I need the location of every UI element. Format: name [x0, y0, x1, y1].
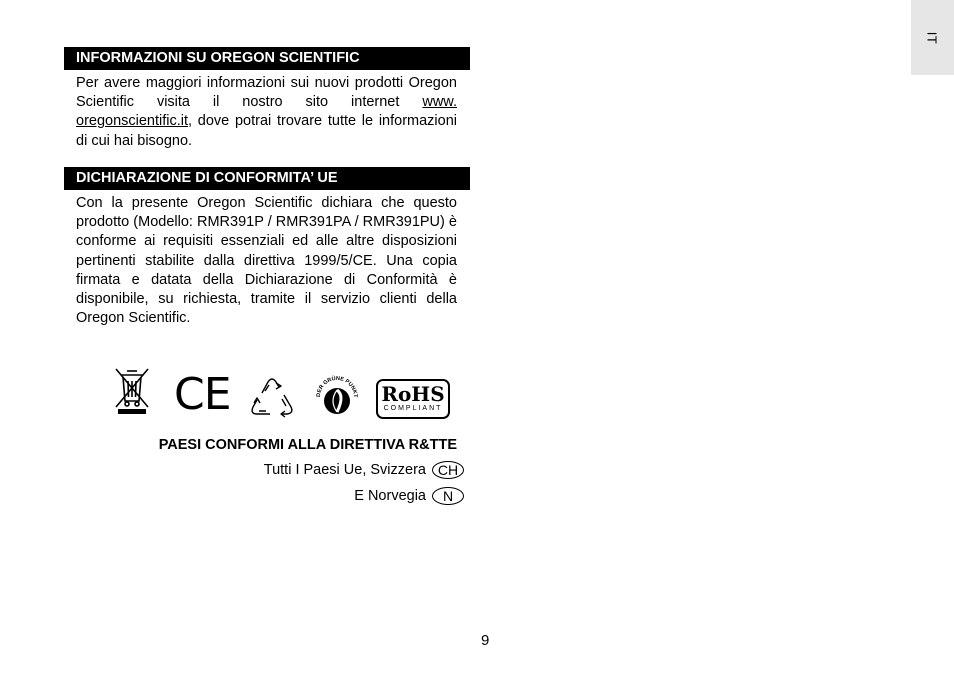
compliance-row-norway: [354, 487, 464, 505]
language-tab-label: IT: [924, 31, 940, 45]
ce-mark-icon: [174, 369, 231, 420]
section-paragraph-conformity: Con la presente Oregon Scientific dichiara che questo prodotto (Modello: RMR391P / RMR391PA / RMR391PU) è conforme ai requisiti essenziali ed alle altre disposizioni pertinenti stabilite dalla direttiva 1999/5/CE. Una copia firmata e datata della Dichiarazione di Conformità è disponibile, su richiesta, tramite il servizio clienti della Oregon Scientific.: [76, 195, 457, 327]
rohs-main-text: RoHS: [381, 382, 445, 406]
info-text-after-link: , dove potrai trovare tutte le informazioni di cui hai bisogno.: [76, 113, 457, 149]
compliance-title: PAESI CONFORMI ALLA DIRETTIVA R&TTE: [158, 437, 457, 453]
rohs-badge-icon: [376, 379, 450, 419]
certification-logos: [110, 367, 455, 423]
recycle-icon: [248, 377, 296, 419]
green-dot-icon: [314, 373, 360, 419]
green-dot-text: DER GRÜNE PUNKT: [315, 375, 359, 398]
language-tab: [911, 0, 954, 75]
section-heading-conformity: DICHIARAZIONE DI CONFORMITA’ UE: [64, 167, 470, 190]
weee-bin-icon: [112, 367, 152, 417]
info-text-before-link: Per avere maggiori informazioni sui nuovi prodotti Oregon Scientific visita il nostro sito internet: [76, 75, 457, 111]
section-paragraph-info: [76, 74, 457, 151]
website-link[interactable]: www. oregonscientific.it: [76, 94, 457, 130]
country-badge-ch: CH: [432, 461, 464, 479]
compliance-row-eu: [264, 461, 464, 479]
rohs-sub-text: COMPLIANT: [383, 405, 443, 412]
compliance-row-text: E Norvegia: [354, 488, 426, 504]
compliance-row-text: Tutti I Paesi Ue, Svizzera: [263, 462, 426, 478]
ce-mark-text: CE: [174, 369, 231, 420]
section-heading-info: INFORMAZIONI SU OREGON SCIENTIFIC: [64, 47, 470, 70]
country-badge-n: N: [432, 487, 464, 505]
page-number: 9: [481, 632, 490, 649]
